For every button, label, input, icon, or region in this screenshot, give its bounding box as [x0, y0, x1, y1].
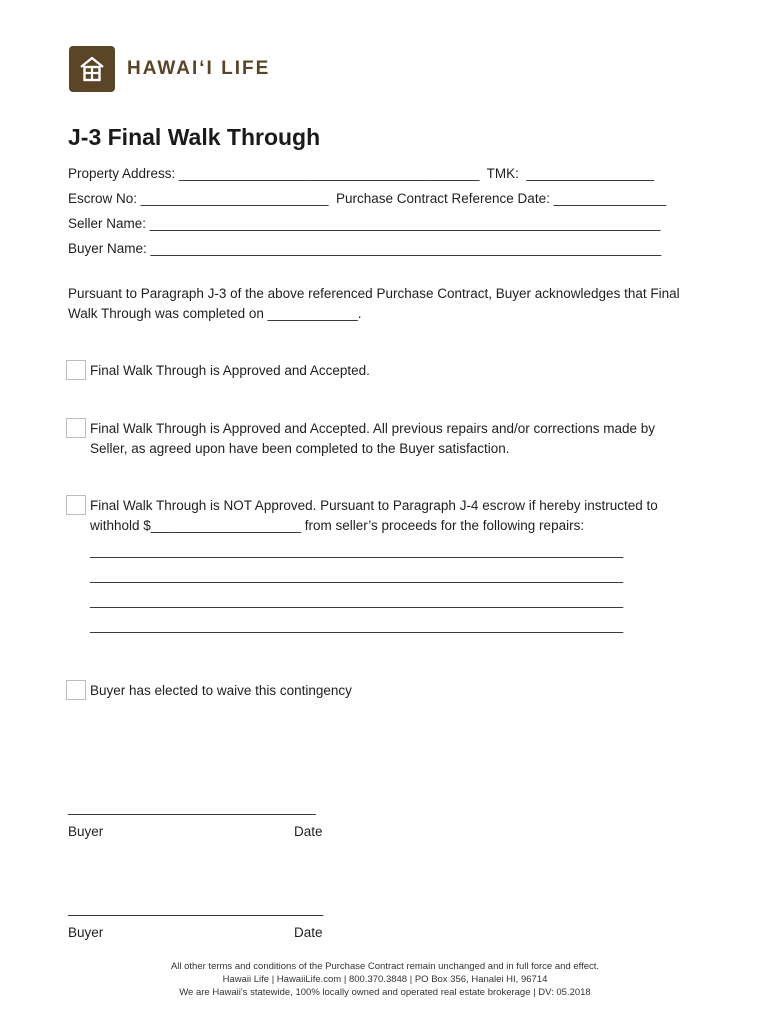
approved-option-label: Final Walk Through is Approved and Accepted. — [90, 363, 370, 378]
approved-repairs-option-label: Final Walk Through is Approved and Accepted. All previous repairs and/or corrections made by Seller, as agreed upon have been completed to the Buyer satisfaction. — [90, 421, 656, 456]
footer-tagline: We are Hawaii's statewide, 100% locally owned and operated real estate brokerage | DV: 05.2018 — [179, 987, 591, 998]
house-icon — [69, 46, 115, 92]
repair-line[interactable]: _______________________________________________________________________ — [90, 593, 624, 608]
repair-line[interactable]: _______________________________________________________________________ — [90, 543, 624, 558]
buyer-label: Buyer — [68, 824, 104, 839]
not-approved-checkbox[interactable] — [66, 495, 86, 515]
escrow-no-field[interactable]: Escrow No: _________________________ Purchase Contract Reference Date: _______________ — [68, 191, 667, 206]
buyer-name-field[interactable]: Buyer Name: ____________________________________________________________________ — [68, 241, 662, 256]
waive-option-label: Buyer has elected to waive this contingency — [90, 683, 352, 698]
approved-repairs-complete-checkbox[interactable] — [66, 418, 86, 438]
footer — [0, 960, 770, 999]
repair-line[interactable]: _______________________________________________________________________ — [90, 568, 624, 583]
repair-line[interactable]: _______________________________________________________________________ — [90, 618, 624, 633]
seller-name-field[interactable]: Seller Name: ____________________________________________________________________ — [68, 216, 661, 231]
not-approved-option-label: Final Walk Through is NOT Approved. Pursuant to Paragraph J-4 escrow if hereby instructed to withhold $____________________ from seller’s proceeds for the following repairs: — [90, 498, 658, 533]
page-title: J-3 Final Walk Through — [68, 124, 321, 150]
buyer-signature-line[interactable]: __________________________________ — [68, 901, 324, 916]
footer-terms: All other terms and conditions of the Purchase Contract remain unchanged and in full force and effect. — [170, 961, 600, 972]
brand-name: HAWAIʻI LIFE — [127, 58, 271, 79]
date-label: Date — [294, 824, 323, 839]
buyer-label: Buyer — [68, 925, 104, 940]
footer-contact: Hawaii Life | HawaiiLife.com | 800.370.3848 | PO Box 356, Hanalei HI, 96714 — [222, 974, 548, 985]
buyer-signature-line[interactable]: _________________________________ — [68, 800, 316, 815]
brand-logo — [69, 46, 270, 92]
approved-checkbox[interactable] — [66, 360, 86, 380]
date-label: Date — [294, 925, 323, 940]
waive-contingency-checkbox[interactable] — [66, 680, 86, 700]
intro-paragraph: Pursuant to Paragraph J-3 of the above referenced Purchase Contract, Buyer acknowledges that Final Walk Through was completed on ____________. — [68, 286, 680, 321]
property-address-field[interactable]: Property Address: ________________________________________ TMK: _________________ — [68, 166, 655, 181]
